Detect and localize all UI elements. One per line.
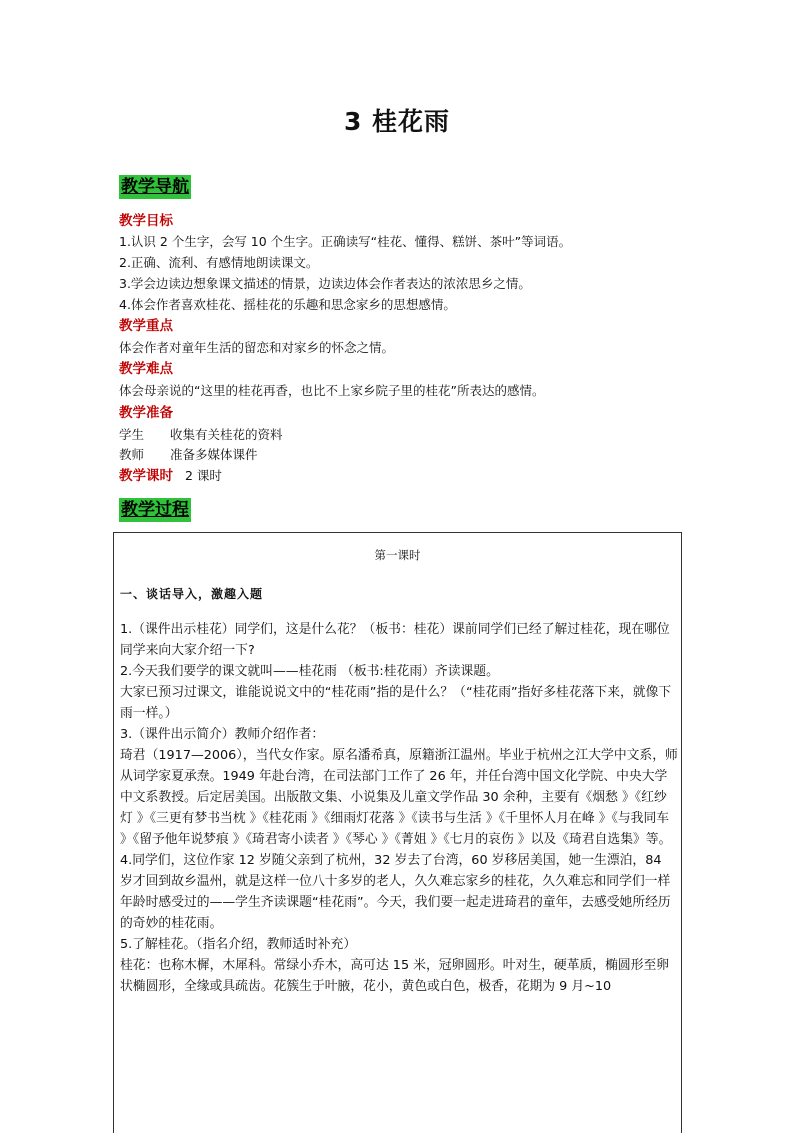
lesson-paragraph: 大家已预习过课文，谁能说说文中的“桂花雨”指的是什么？（“桂花雨”指好多桂花落下来，就像下雨一样。）	[120, 685, 672, 721]
lesson-paragraph: 5.了解桂花。（指名介绍，教师适时补充）	[120, 937, 357, 952]
lesson-paragraph: 2.今天我们要学的课文就叫——桂花雨 （板书:桂花雨）齐读课题。	[120, 664, 499, 679]
teaching-process-heading: 教学过程	[121, 500, 189, 520]
teacher-text: 准备多媒体课件	[170, 447, 258, 462]
lesson-paragraph: 琦君（1917—2006），当代女作家。原名潘希真，原籍浙江温州。毕业于杭州之江大学中文系，师从词学家夏承焘。1949 年赴台湾，在司法部门工作了 26 年，并任台湾中国文化学院、中央大学中文系教授。后定居美国。出版散文集、小说集及儿童文学作品 30 余种，主要有《烟愁 》《红纱灯 》《三更有梦书当枕 》《桂花雨 》《细雨灯花落 》《读书与生活 》《千里怀人月在峰 》《与我同车 》《留予他年说梦痕 》《琦君寄小读者 》《琴心 》《菁姐 》《七月的哀伤 》以及《琦君自选集》等。	[120, 748, 678, 847]
hours-label: 教学课时	[119, 468, 173, 484]
lesson-title: 第一课时	[374, 548, 421, 562]
preparation-student	[119, 425, 283, 445]
lesson-paragraph: 桂花：也称木樨，木犀科。常绿小乔木，高可达 15 米，冠卵圆形。叶对生，硬革质，椭圆形至卵状椭圆形，全缘或具疏齿。花簇生于叶腋，花小，黄色或白色，极香，花期为 9 月~10	[120, 958, 670, 994]
goal-item: 4.体会作者喜欢桂花、摇桂花的乐趣和思念家乡的思想感情。	[119, 297, 456, 312]
difficulty-heading: 教学难点	[119, 361, 173, 377]
page-title: 3 桂花雨	[343, 107, 451, 136]
lesson-paragraph: 1.（课件出示桂花）同学们，这是什么花？（板书：桂花）课前同学们已经了解过桂花，现在哪位同学来向大家介绍一下?	[120, 622, 670, 658]
difficulty-text: 体会母亲说的“这里的桂花再香，也比不上家乡院子里的桂花”所表达的感情。	[119, 383, 545, 398]
lesson-paragraph: 4.同学们，这位作家 12 岁随父亲到了杭州，32 岁去了台湾，60 岁移居美国，她一生漂泊，84 岁才回到故乡温州，就是这样一位八十多岁的老人，久久难忘家乡的桂花，久久难忘和同学们一样年龄时感受过的——学生齐读课题“桂花雨”。今天，我们要一起走进琦君的童年，去感受她所经历的奇妙的桂花雨。	[120, 853, 671, 931]
teacher-label: 教师	[119, 447, 145, 462]
key-point-text: 体会作者对童年生活的留恋和对家乡的怀念之情。	[119, 340, 395, 355]
preparation-heading: 教学准备	[119, 405, 173, 421]
teaching-nav-heading: 教学导航	[121, 177, 189, 197]
hours-value: 2 课时	[185, 468, 222, 483]
preparation-teacher	[119, 445, 258, 465]
goal-item: 3.学会边读边想象课文描述的情景，边读边体会作者表达的浓浓思乡之情。	[119, 276, 531, 291]
key-point-heading: 教学重点	[119, 318, 173, 334]
hours-row	[119, 466, 222, 486]
lesson-paragraph: 3.（课件出示简介）教师介绍作者：	[120, 727, 325, 742]
goals-heading: 教学目标	[119, 213, 173, 229]
student-text: 收集有关桂花的资料	[170, 427, 283, 442]
lesson-body	[120, 619, 678, 997]
student-label: 学生	[119, 427, 145, 442]
goal-item: 1.认识 2 个生字，会写 10 个生字。正确读写“桂花、懂得、糕饼、茶叶”等词语。	[119, 234, 572, 249]
goal-item: 2.正确、流利、有感情地朗读课文。	[119, 255, 319, 270]
lesson-table	[113, 532, 682, 1133]
lesson-section-title: 一、谈话导入，激趣入题	[120, 587, 264, 601]
